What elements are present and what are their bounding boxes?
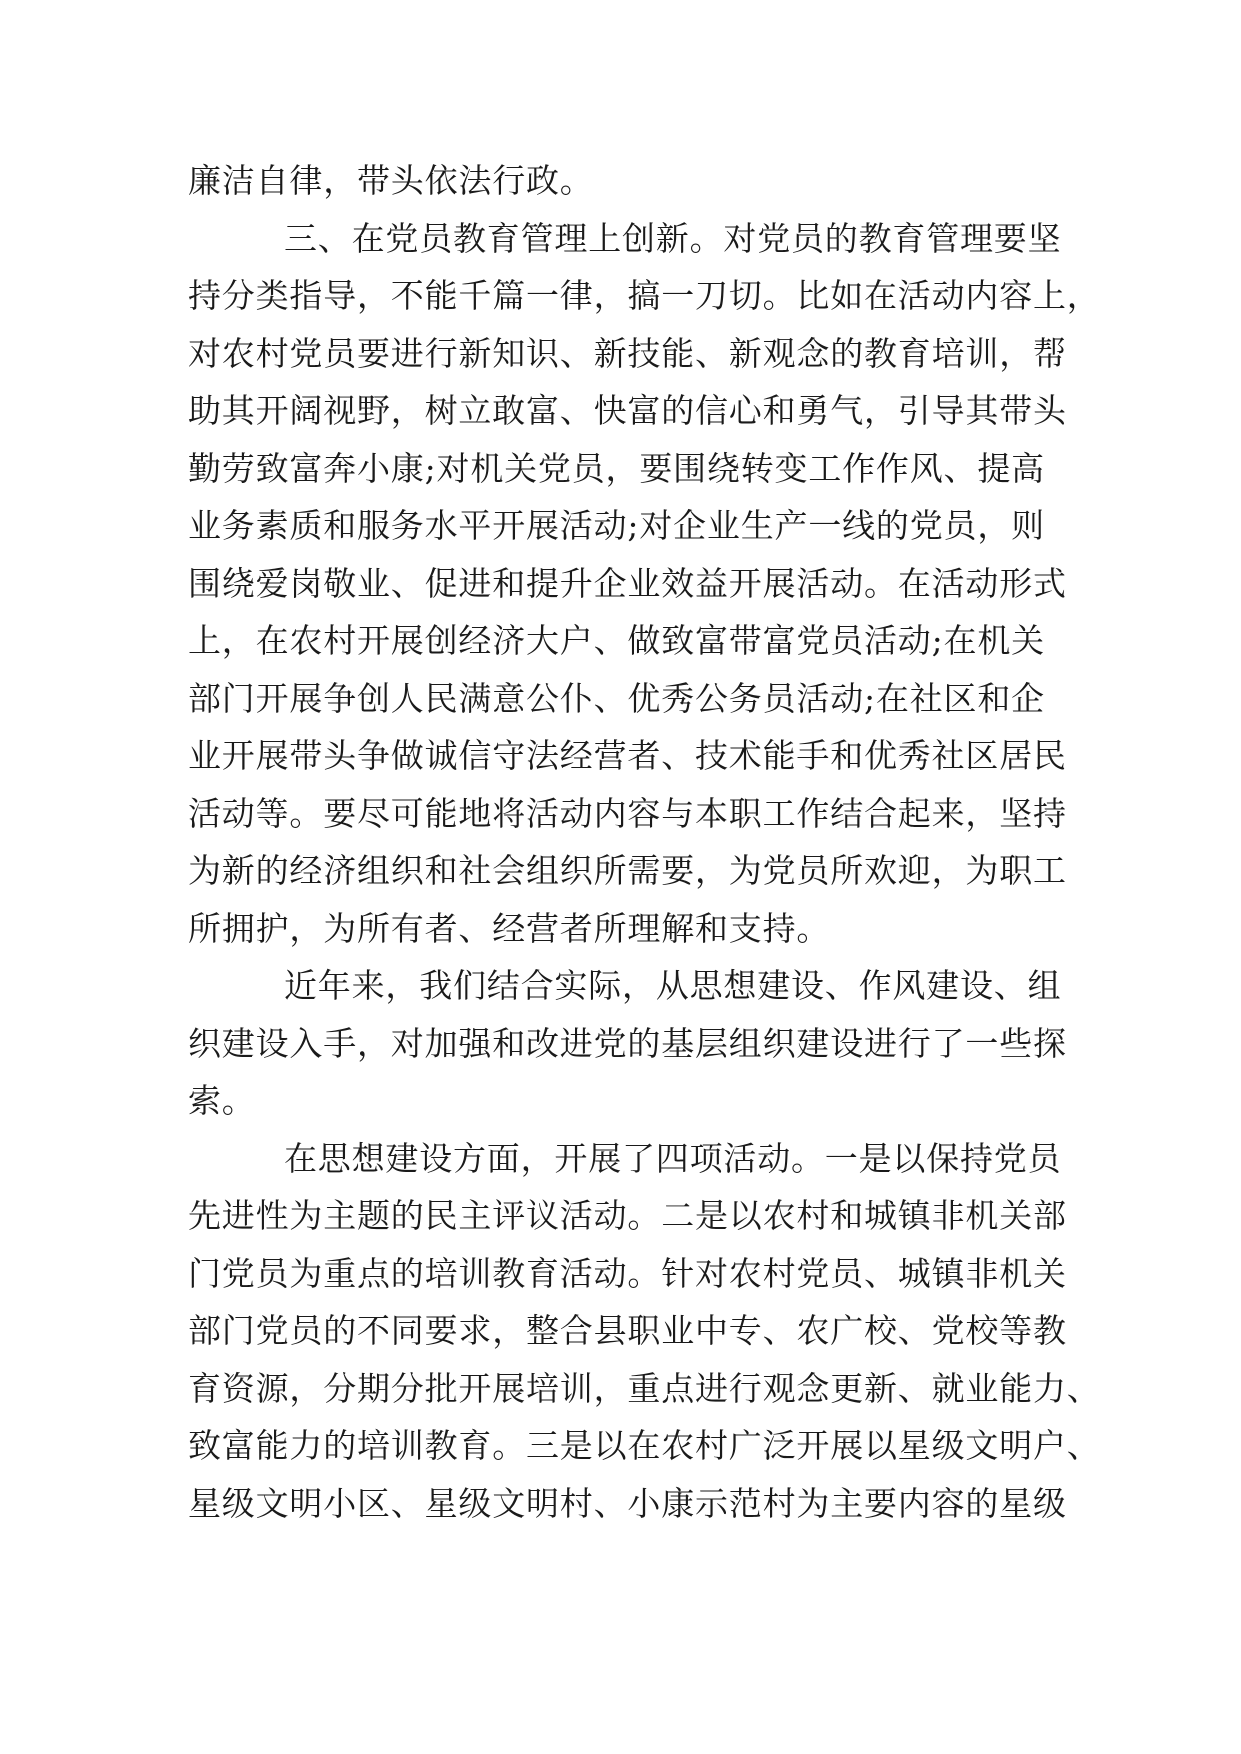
text-line: 勤劳致富奔小康;对机关党员，要围绕转变工作作风、提高: [188, 448, 1045, 488]
text-line: 索。: [188, 1081, 256, 1120]
text-line: 织建设入手，对加强和改进党的基层组织建设进行了一些探: [188, 1023, 1067, 1063]
text-line: 业务素质和服务水平开展活动;对企业生产一线的党员，则: [188, 506, 1045, 545]
text-line: 业开展带头争做诚信守法经营者、技术能手和优秀社区居民: [188, 736, 1067, 775]
text-line: 对农村党员要进行新知识、新技能、新观念的教育培训，帮: [188, 333, 1067, 373]
text-line: 部门党员的不同要求，整合县职业中专、农广校、党校等教: [188, 1311, 1067, 1350]
text-line: 上，在农村开展创经济大户、做致富带富党员活动;在机关: [188, 621, 1045, 660]
text-line: 在思想建设方面，开展了四项活动。一是以保持党员: [284, 1138, 1062, 1178]
text-line: 育资源，分期分批开展培训，重点进行观念更新、就业能力、: [188, 1368, 1101, 1408]
text-line: 活动等。要尽可能地将活动内容与本职工作结合起来，坚持: [188, 793, 1067, 833]
document-body: [188, 152, 1101, 1532]
text-line: 近年来，我们结合实际，从思想建设、作风建设、组: [284, 966, 1062, 1005]
text-line: 为新的经济组织和社会组织所需要，为党员所欢迎，为职工: [188, 851, 1067, 890]
text-line: 部门开展争创人民满意公仆、优秀公务员活动;在社区和企: [188, 678, 1045, 718]
text-line: 围绕爱岗敬业、促进和提升企业效益开展活动。在活动形式: [188, 563, 1067, 603]
text-line: 先进性为主题的民主评议活动。二是以农村和城镇非机关部: [188, 1196, 1067, 1235]
text-line: 星级文明小区、星级文明村、小康示范村为主要内容的星级: [188, 1483, 1067, 1523]
text-line: 致富能力的培训教育。三是以在农村广泛开展以星级文明户、: [188, 1426, 1101, 1465]
text-line: 廉洁自律，带头依法行政。: [188, 161, 594, 200]
text-line: 门党员为重点的培训教育活动。针对农村党员、城镇非机关: [188, 1253, 1067, 1293]
text-line: 所拥护，为所有者、经营者所理解和支持。: [188, 908, 831, 948]
text-line: 三、在党员教育管理上创新。对党员的教育管理要坚: [284, 218, 1062, 258]
text-line: 助其开阔视野，树立敢富、快富的信心和勇气，引导其带头: [188, 391, 1067, 430]
text-line: 持分类指导，不能千篇一律，搞一刀切。比如在活动内容上，: [188, 276, 1101, 315]
